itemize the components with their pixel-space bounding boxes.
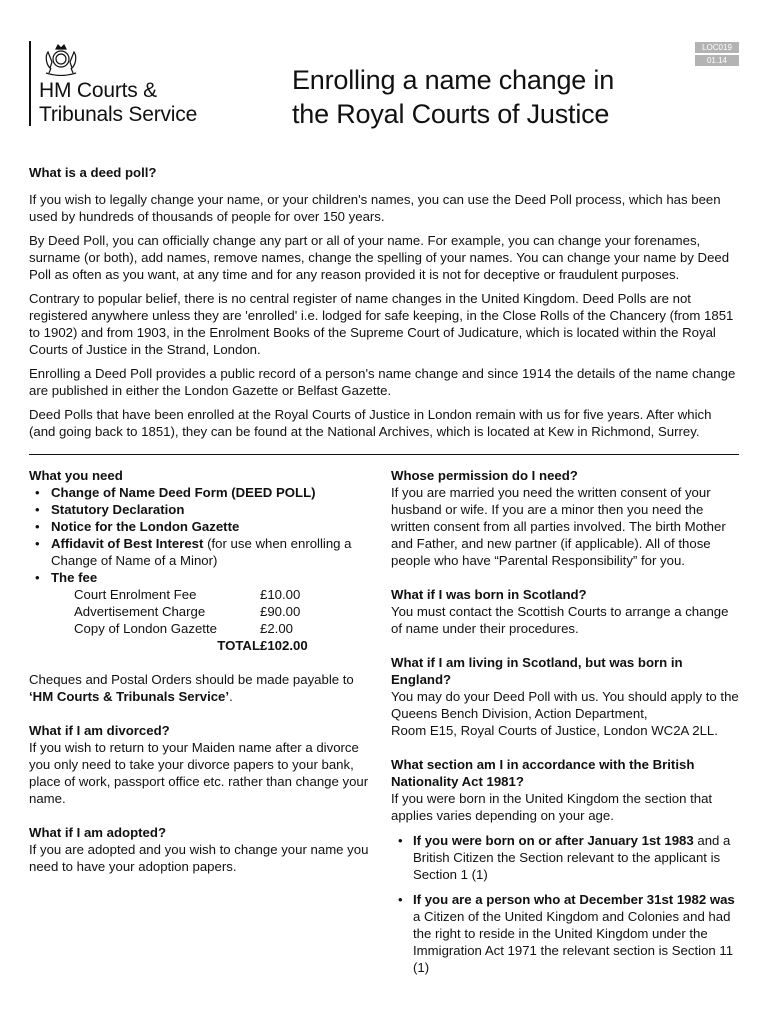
table-row [74,637,308,654]
payee-end: . [229,689,233,704]
spacer [29,654,379,671]
permission-text: If you are married you need the written consent of your husband or wife. If you are a minor then you need the written consent from all parties involved. The birth Mother and Father, and new partner (if applicable). All of those people who have “Parental Responsibility” for you. [391,485,726,568]
list-item [391,891,741,976]
org-line-1: HM Courts & [39,79,157,102]
nationality-heading: What section am I in accordance with the British Nationality Act 1981? [391,757,695,789]
royal-crest-icon [40,40,82,76]
ref-date-badge: 01.14 [695,55,739,66]
fee-total-label: TOTAL [217,638,260,653]
scotland-living-line: You may do your Deed Poll with us. You should apply to the Queens Bench Division, Action Department, [391,689,739,721]
intro-paragraph: Enrolling a Deed Poll provides a public record of a person's name change and since 1914 the details of the name change are published in either the London Gazette or Belfast Gazette. [29,366,736,398]
address-line: Room E15, Royal Courts of Justice, London WC2A 2LL. [391,723,718,738]
section-divider [29,454,739,455]
scotland-living-heading: What if I am living in Scotland, but was born in England? [391,655,683,687]
scotland-born-heading: What if I was born in Scotland? [391,587,587,602]
cheques-text: Cheques and Postal Orders should be made payable to [29,672,354,687]
form-reference [695,42,739,68]
intro-paragraph: By Deed Poll, you can officially change any part or all of your name. For example, you can change your forenames, surname (or both), add names, remove names, change the spelling of your names. You can change your name by Deed Poll as often as you want, at any time and for any reason provided it is not for deceptive or fraudulent purposes. [29,233,730,282]
affidavit-note: (for use when enrolling a Change of Name of a Minor) [51,536,352,568]
bullet-text: a Citizen of the United Kingdom and Colonies and had the right to reside in the United Kingdom under the Immigration Act 1971 the relevant section is Section 11 (1) [413,909,734,975]
list-item [29,535,379,569]
adopted-heading: What if I am adopted? [29,825,167,840]
list-item: • Change of Name Deed Form (DEED POLL) [29,484,379,501]
list-item: • Notice for the London Gazette [29,518,379,535]
org-line-2: Tribunals Service [39,103,198,126]
divorced-text: If you wish to return to your Maiden name after a divorce you only need to take your divorce papers to your bank, place of work, passport office etc. rather than change your name. [29,740,369,806]
bullet-bold: If you are a person who at December 31st 1982 was [413,892,735,907]
intro-paragraph: Deed Polls that have been enrolled at the Royal Courts of Justice in London remain with us for five years. After which (and going back to 1851), they can be found at the National Archives, which is located at Kew in Richmond, Surrey. [29,407,712,439]
right-column [391,467,741,984]
title-line-2: the Royal Courts of Justice [292,99,610,129]
intro-section [29,164,741,447]
bullet-text: and a British Citizen the Section relevant to the applicant is Section 1 (1) [413,833,731,882]
fee-total-amount: £102.00 [260,638,308,653]
fee-amount: £90.00 [260,604,301,619]
table-row [74,586,308,603]
table-row [74,603,308,620]
table-row [74,620,308,637]
scotland-born-text: You must contact the Scottish Courts to arrange a change of name under their procedures. [391,604,729,636]
ref-code-badge: LOC019 [695,42,739,53]
left-column [29,467,379,892]
intro-paragraph: If you wish to legally change your name, or your children's names, you can use the Deed Poll process, which has been used by hundreds of thousands of people for over 150 years. [29,192,721,224]
payment-note [29,671,379,705]
fee-table [74,586,308,654]
intro-heading: What is a deed poll? [29,165,157,180]
fee-label: Copy of London Gazette [74,621,217,636]
fee-amount: £10.00 [260,587,301,602]
affidavit-title: Affidavit of Best Interest [51,536,204,551]
bullet-bold: If you were born on or after January 1st 1983 [413,833,694,848]
permission-heading: Whose permission do I need? [391,468,578,483]
needs-heading: What you need [29,468,123,483]
payee-name: ‘HM Courts & Tribunals Service’ [29,689,230,704]
needs-list [29,484,379,586]
divorced-heading: What if I am divorced? [29,723,170,738]
fee-heading: • The fee [29,569,379,586]
title-line-1: Enrolling a name change in [292,65,615,95]
adopted-text: If you are adopted and you wish to change your name you need to have your adoption papers. [29,842,369,874]
nationality-text: If you were born in the United Kingdom the section that applies varies depending on your age. [391,791,713,823]
page-title [292,63,614,131]
fee-label: Court Enrolment Fee [74,587,197,602]
list-item: • Statutory Declaration [29,501,379,518]
list-item [391,832,741,883]
scotland-living-text [391,688,741,739]
fee-amount: £2.00 [260,621,294,636]
organisation-name [39,79,197,127]
nationality-list [391,832,741,976]
fee-label: Advertisement Charge [74,604,206,619]
logo-divider [29,41,31,126]
intro-paragraph: Contrary to popular belief, there is no central register of name changes in the United Kingdom. Deed Polls are not registered anywhere unless they are 'enrolled' i.e. lodged for safe keeping, in the Close Rolls of the Chancery (from 1851 to 1902) and from 1903, in the Enrolment Books of the Supreme Court of Judicature, which is located within the Royal Courts of Justice in the Strand, London. [29,291,734,357]
